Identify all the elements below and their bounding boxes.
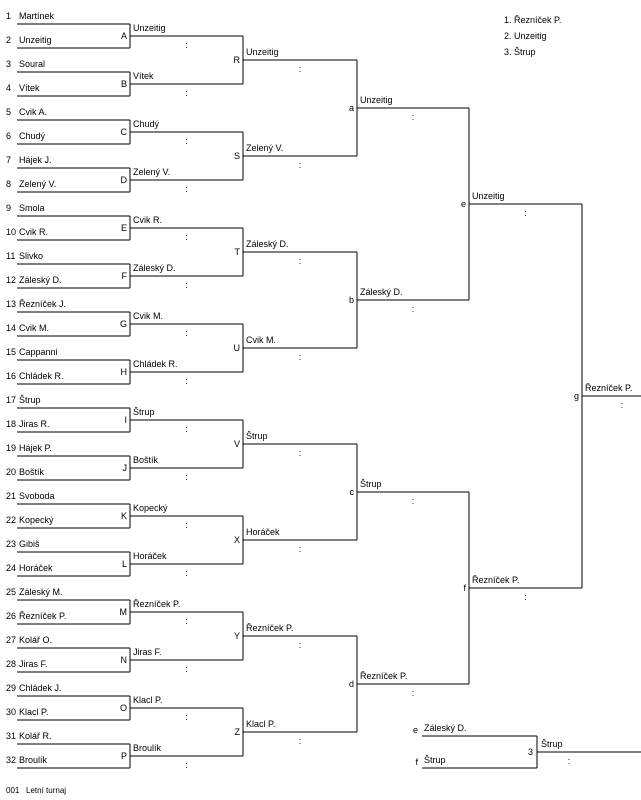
match-score: :	[298, 544, 302, 554]
match-label: f	[463, 583, 466, 593]
match-winner: Řezníček P.	[585, 383, 633, 393]
match-label: G	[119, 319, 127, 329]
third-place-name: Štrup	[424, 755, 446, 765]
match-label: V	[233, 439, 240, 449]
entrant-seed: 2	[6, 35, 12, 45]
match-score: :	[185, 184, 188, 194]
match-score: :	[298, 352, 302, 362]
match-winner: Vítek	[133, 71, 154, 81]
match-label: c	[349, 487, 354, 497]
match-score: :	[185, 376, 188, 386]
match-winner: Cvik M.	[246, 335, 276, 345]
match-label: A	[120, 31, 127, 41]
standing-first: 1. Řezníček P.	[504, 15, 562, 25]
match-score: :	[185, 568, 188, 578]
match-winner: Cvik M.	[133, 311, 163, 321]
match-score: :	[185, 760, 188, 770]
match-label: e	[460, 199, 466, 209]
entrant-seed: 5	[6, 107, 12, 117]
match-score: :	[298, 160, 302, 170]
footer	[6, 786, 66, 795]
entrant-name: Unzeitig	[19, 35, 52, 45]
entrant-seed: 3	[6, 59, 12, 69]
match-winner: Boštík	[133, 455, 159, 465]
match-label: N	[120, 655, 127, 665]
match-winner: Cvik R.	[133, 215, 162, 225]
match-winner: Unzeitig	[472, 191, 505, 201]
entrant-name: Zelený V.	[19, 179, 57, 189]
match-winner: Chudý	[133, 119, 160, 129]
entrant-name: Cvik R.	[19, 227, 48, 237]
entrant-seed: 8	[6, 179, 12, 189]
match-label: a	[348, 103, 354, 113]
match-winner: Unzeitig	[360, 95, 393, 105]
entrant-name: Záleský D.	[19, 275, 62, 285]
match-label: U	[233, 343, 240, 353]
match-score: :	[185, 88, 188, 98]
match-label: D	[120, 175, 127, 185]
entrant-seed: 18	[6, 419, 17, 429]
entrant-name: Řezníček P.	[19, 611, 67, 621]
entrant-name: Kolář O.	[19, 635, 53, 645]
match-winner: Klacl P.	[246, 719, 276, 729]
entrant-seed: 20	[6, 467, 17, 477]
third-place-name: Záleský D.	[424, 723, 467, 733]
match-winner: Chládek R.	[133, 359, 178, 369]
match-winner: Klacl P.	[133, 695, 163, 705]
entrant-seed: 30	[6, 707, 17, 717]
entrant-seed: 27	[6, 635, 17, 645]
third-place-winner: Štrup	[541, 739, 563, 749]
entrant-name: Záleský M.	[19, 587, 63, 597]
match-score: :	[185, 136, 188, 146]
match-label: Z	[234, 727, 240, 737]
match-winner: Řezníček P.	[133, 599, 181, 609]
match-winner: Horáček	[133, 551, 167, 561]
match-winner: Zelený V.	[246, 143, 284, 153]
match-winner: Unzeitig	[246, 47, 279, 57]
entrant-name: Horáček	[19, 563, 53, 573]
match-winner: Záleský D.	[246, 239, 289, 249]
match-winner: Řezníček P.	[360, 671, 408, 681]
entrant-name: Martínek	[19, 11, 55, 21]
entrant-seed: 21	[6, 491, 17, 501]
match-label: g	[573, 391, 579, 401]
entrant-seed: 11	[6, 251, 16, 261]
match-winner: Unzeitig	[133, 23, 166, 33]
entrant-seed: 7	[6, 155, 12, 165]
entrant-name: Jiras F.	[19, 659, 48, 669]
third-place-match-label: 3	[527, 747, 533, 757]
match-score: :	[185, 424, 188, 434]
entrant-name: Cappanni	[19, 347, 58, 357]
match-winner: Jiras F.	[133, 647, 162, 657]
match-label: K	[120, 511, 127, 521]
match-winner: Záleský D.	[133, 263, 176, 273]
match-score: :	[298, 640, 302, 650]
match-label: P	[120, 751, 127, 761]
match-score: :	[185, 328, 188, 338]
match-label: C	[120, 127, 127, 137]
entrant-name: Kolář R.	[19, 731, 52, 741]
entrant-name: Chládek J.	[19, 683, 62, 693]
entrant-seed: 31	[6, 731, 17, 741]
match-label: R	[233, 55, 240, 65]
entrant-seed: 26	[6, 611, 17, 621]
match-label: S	[233, 151, 240, 161]
entrant-name: Cvik M.	[19, 323, 49, 333]
match-score: :	[620, 400, 624, 410]
match-winner: Řezníček P.	[246, 623, 294, 633]
third-place-score: :	[567, 756, 571, 766]
entrant-seed: 29	[6, 683, 17, 693]
match-score: :	[185, 616, 188, 626]
match-score: :	[411, 496, 415, 506]
entrant-name: Jiras R.	[19, 419, 50, 429]
entrant-name: Klacl P.	[19, 707, 49, 717]
standing-third: 3. Štrup	[504, 47, 536, 57]
match-label: H	[120, 367, 127, 377]
entrant-name: Cvik A.	[19, 107, 48, 117]
match-winner: Kopecký	[133, 503, 168, 513]
match-label: L	[121, 559, 127, 569]
match-score: :	[185, 664, 188, 674]
match-winner: Záleský D.	[360, 287, 403, 297]
entrant-name: Broulík	[19, 755, 48, 765]
match-winner: Broulík	[133, 743, 162, 753]
entrant-name: Smola	[19, 203, 45, 213]
entrant-seed: 23	[6, 539, 17, 549]
entrant-seed: 19	[6, 443, 17, 453]
match-winner: Zelený V.	[133, 167, 171, 177]
entrant-name: Kopecký	[19, 515, 54, 525]
entrant-seed: 14	[6, 323, 17, 333]
match-label: J	[122, 463, 127, 473]
entrant-name: Svoboda	[19, 491, 55, 501]
match-score: :	[411, 112, 415, 122]
match-score: :	[298, 64, 302, 74]
match-score: :	[298, 448, 302, 458]
entrant-name: Chládek R.	[19, 371, 64, 381]
entrant-seed: 12	[6, 275, 17, 285]
match-label: B	[120, 79, 127, 89]
match-score: :	[185, 40, 188, 50]
match-score: :	[298, 736, 302, 746]
entrant-seed: 6	[6, 131, 12, 141]
entrant-seed: 17	[6, 395, 17, 405]
match-score: :	[185, 712, 188, 722]
entrant-name: Hájek P.	[19, 443, 52, 453]
match-score: :	[185, 520, 188, 530]
entrant-name: Štrup	[19, 395, 41, 405]
match-score: :	[185, 232, 188, 242]
match-winner: Štrup	[246, 431, 268, 441]
match-score: :	[185, 280, 188, 290]
entrant-seed: 9	[6, 203, 12, 213]
entrant-seed: 1	[6, 11, 12, 21]
entrant-name: Vítek	[19, 83, 40, 93]
entrant-name: Řezníček J.	[19, 299, 67, 309]
entrant-seed: 28	[6, 659, 17, 669]
entrant-seed: 16	[6, 371, 17, 381]
entrant-seed: 24	[6, 563, 17, 573]
match-winner: Řezníček P.	[472, 575, 520, 585]
final-standings	[504, 12, 561, 60]
standing-second: 2. Unzeitig	[504, 31, 547, 41]
entrant-seed: 4	[6, 83, 12, 93]
entrant-seed: 10	[6, 227, 17, 237]
entrant-name: Slivko	[19, 251, 44, 261]
entrant-seed: 13	[6, 299, 17, 309]
entrant-name: Gibiš	[19, 539, 40, 549]
match-label: Y	[233, 631, 240, 641]
match-score: :	[185, 472, 188, 482]
match-label: O	[119, 703, 127, 713]
entrant-seed: 22	[6, 515, 17, 525]
entrant-seed: 32	[6, 755, 17, 765]
footer-code: 001	[6, 786, 20, 795]
entrant-name: Soural	[19, 59, 46, 69]
entrant-name: Hájek J.	[19, 155, 52, 165]
match-label: T	[234, 247, 240, 257]
match-label: d	[348, 679, 354, 689]
match-score: :	[298, 256, 302, 266]
match-winner: Štrup	[360, 479, 382, 489]
match-label: b	[348, 295, 354, 305]
entrant-seed: 25	[6, 587, 17, 597]
match-winner: Štrup	[133, 407, 155, 417]
match-label: E	[120, 223, 127, 233]
match-winner: Horáček	[246, 527, 280, 537]
match-label: X	[233, 535, 240, 545]
match-score: :	[524, 208, 527, 218]
match-label: M	[119, 607, 127, 617]
footer-title: Letní turnaj	[26, 786, 67, 795]
entrant-seed: 15	[6, 347, 17, 357]
match-score: :	[524, 592, 527, 602]
entrant-name: Chudý	[19, 131, 46, 141]
match-score: :	[411, 304, 415, 314]
third-place-label: f	[415, 757, 418, 767]
match-score: :	[411, 688, 415, 698]
match-label: F	[121, 271, 127, 281]
third-place-label: e	[412, 725, 418, 735]
match-label: I	[124, 415, 127, 425]
entrant-name: Boštík	[19, 467, 45, 477]
